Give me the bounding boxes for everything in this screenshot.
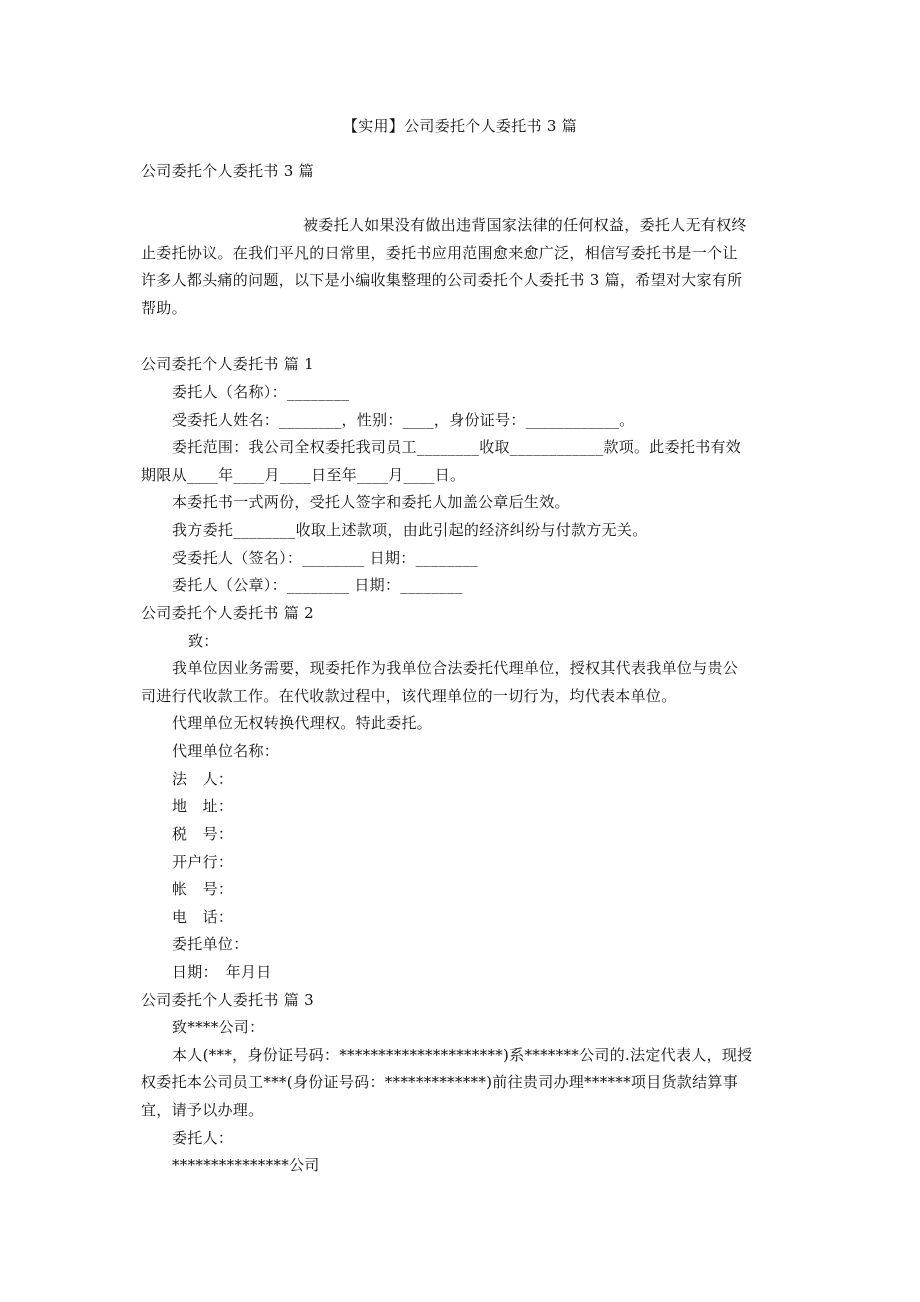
section3-line: 委托人： — [172, 1129, 234, 1147]
document-title: 【实用】公司委托个人委托书 3 篇 — [342, 117, 578, 135]
section2-salutation: 致： — [188, 632, 219, 650]
intro-line: 许多人都头痛的问题，以下是小编收集整理的公司委托个人委托书 3 篇，希望对大家有所 — [141, 271, 743, 289]
section1-line: 我方委托________收取上述款项，由此引起的经济纠纷与付款方无关。 — [172, 521, 648, 539]
section2-line: 我单位因业务需要，现委托作为我单位合法委托代理单位，授权其代表我单位与贵公 — [172, 659, 739, 677]
section1-line: 期限从____年____月____日至年____月____日。 — [141, 466, 466, 484]
section3-line: ***************公司 — [172, 1156, 320, 1174]
section2-line: 电 话： — [172, 908, 234, 926]
section3-line: 致****公司： — [172, 1018, 265, 1036]
document-subtitle: 公司委托个人委托书 3 篇 — [141, 162, 314, 180]
section2-line: 税 号： — [172, 825, 234, 843]
section1-line: 受委托人（签名）：________ 日期：________ — [172, 549, 478, 567]
section2-line: 法 人： — [172, 770, 234, 788]
section2-line: 委托单位： — [172, 935, 249, 953]
section2-line: 司进行代收款工作。在代收款过程中，该代理单位的一切行为，均代表本单位。 — [141, 687, 677, 705]
section1-line: 本委托书一式两份，受托人签字和委托人加盖公章后生效。 — [172, 493, 570, 511]
section3-line: 本人(***，身份证号码：*********************)系*******公司的.法定代表人，现授 — [172, 1046, 753, 1064]
section2-line: 开户行： — [172, 853, 234, 871]
section2-line: 代理单位无权转换代理权。特此委托。 — [172, 714, 433, 732]
intro-line: 被委托人如果没有做出违背国家法律的任何权益，委托人无有权终 — [303, 216, 747, 234]
section1-line: 受委托人姓名：________，性别：____，身份证号：____________。 — [172, 411, 635, 429]
section3-line: 权委托本公司员工***(身份证号码：*************)前往贵司办理******项目货款结算事 — [141, 1073, 739, 1091]
section3-heading: 公司委托个人委托书 篇 3 — [141, 991, 314, 1009]
intro-line: 止委托协议。在我们平凡的日常里，委托书应用范围愈来愈广泛，相信写委托书是一个让 — [141, 244, 738, 262]
section2-line: 代理单位名称： — [172, 742, 280, 760]
section2-line: 日期： 年月日 — [172, 963, 272, 981]
section1-line: 委托范围：我公司全权委托我司员工________收取____________款项。此委托书有效 — [172, 438, 742, 456]
section2-line: 帐 号： — [172, 880, 234, 898]
intro-line: 帮助。 — [141, 299, 187, 317]
section2-heading: 公司委托个人委托书 篇 2 — [141, 604, 314, 622]
section1-line: 委托人（公章）：________ 日期：________ — [172, 576, 463, 594]
section1-heading: 公司委托个人委托书 篇 1 — [141, 355, 314, 373]
section1-line: 委托人（名称）：________ — [172, 383, 350, 401]
section3-line: 宜，请予以办理。 — [141, 1101, 264, 1119]
section2-line: 地 址： — [172, 797, 234, 815]
